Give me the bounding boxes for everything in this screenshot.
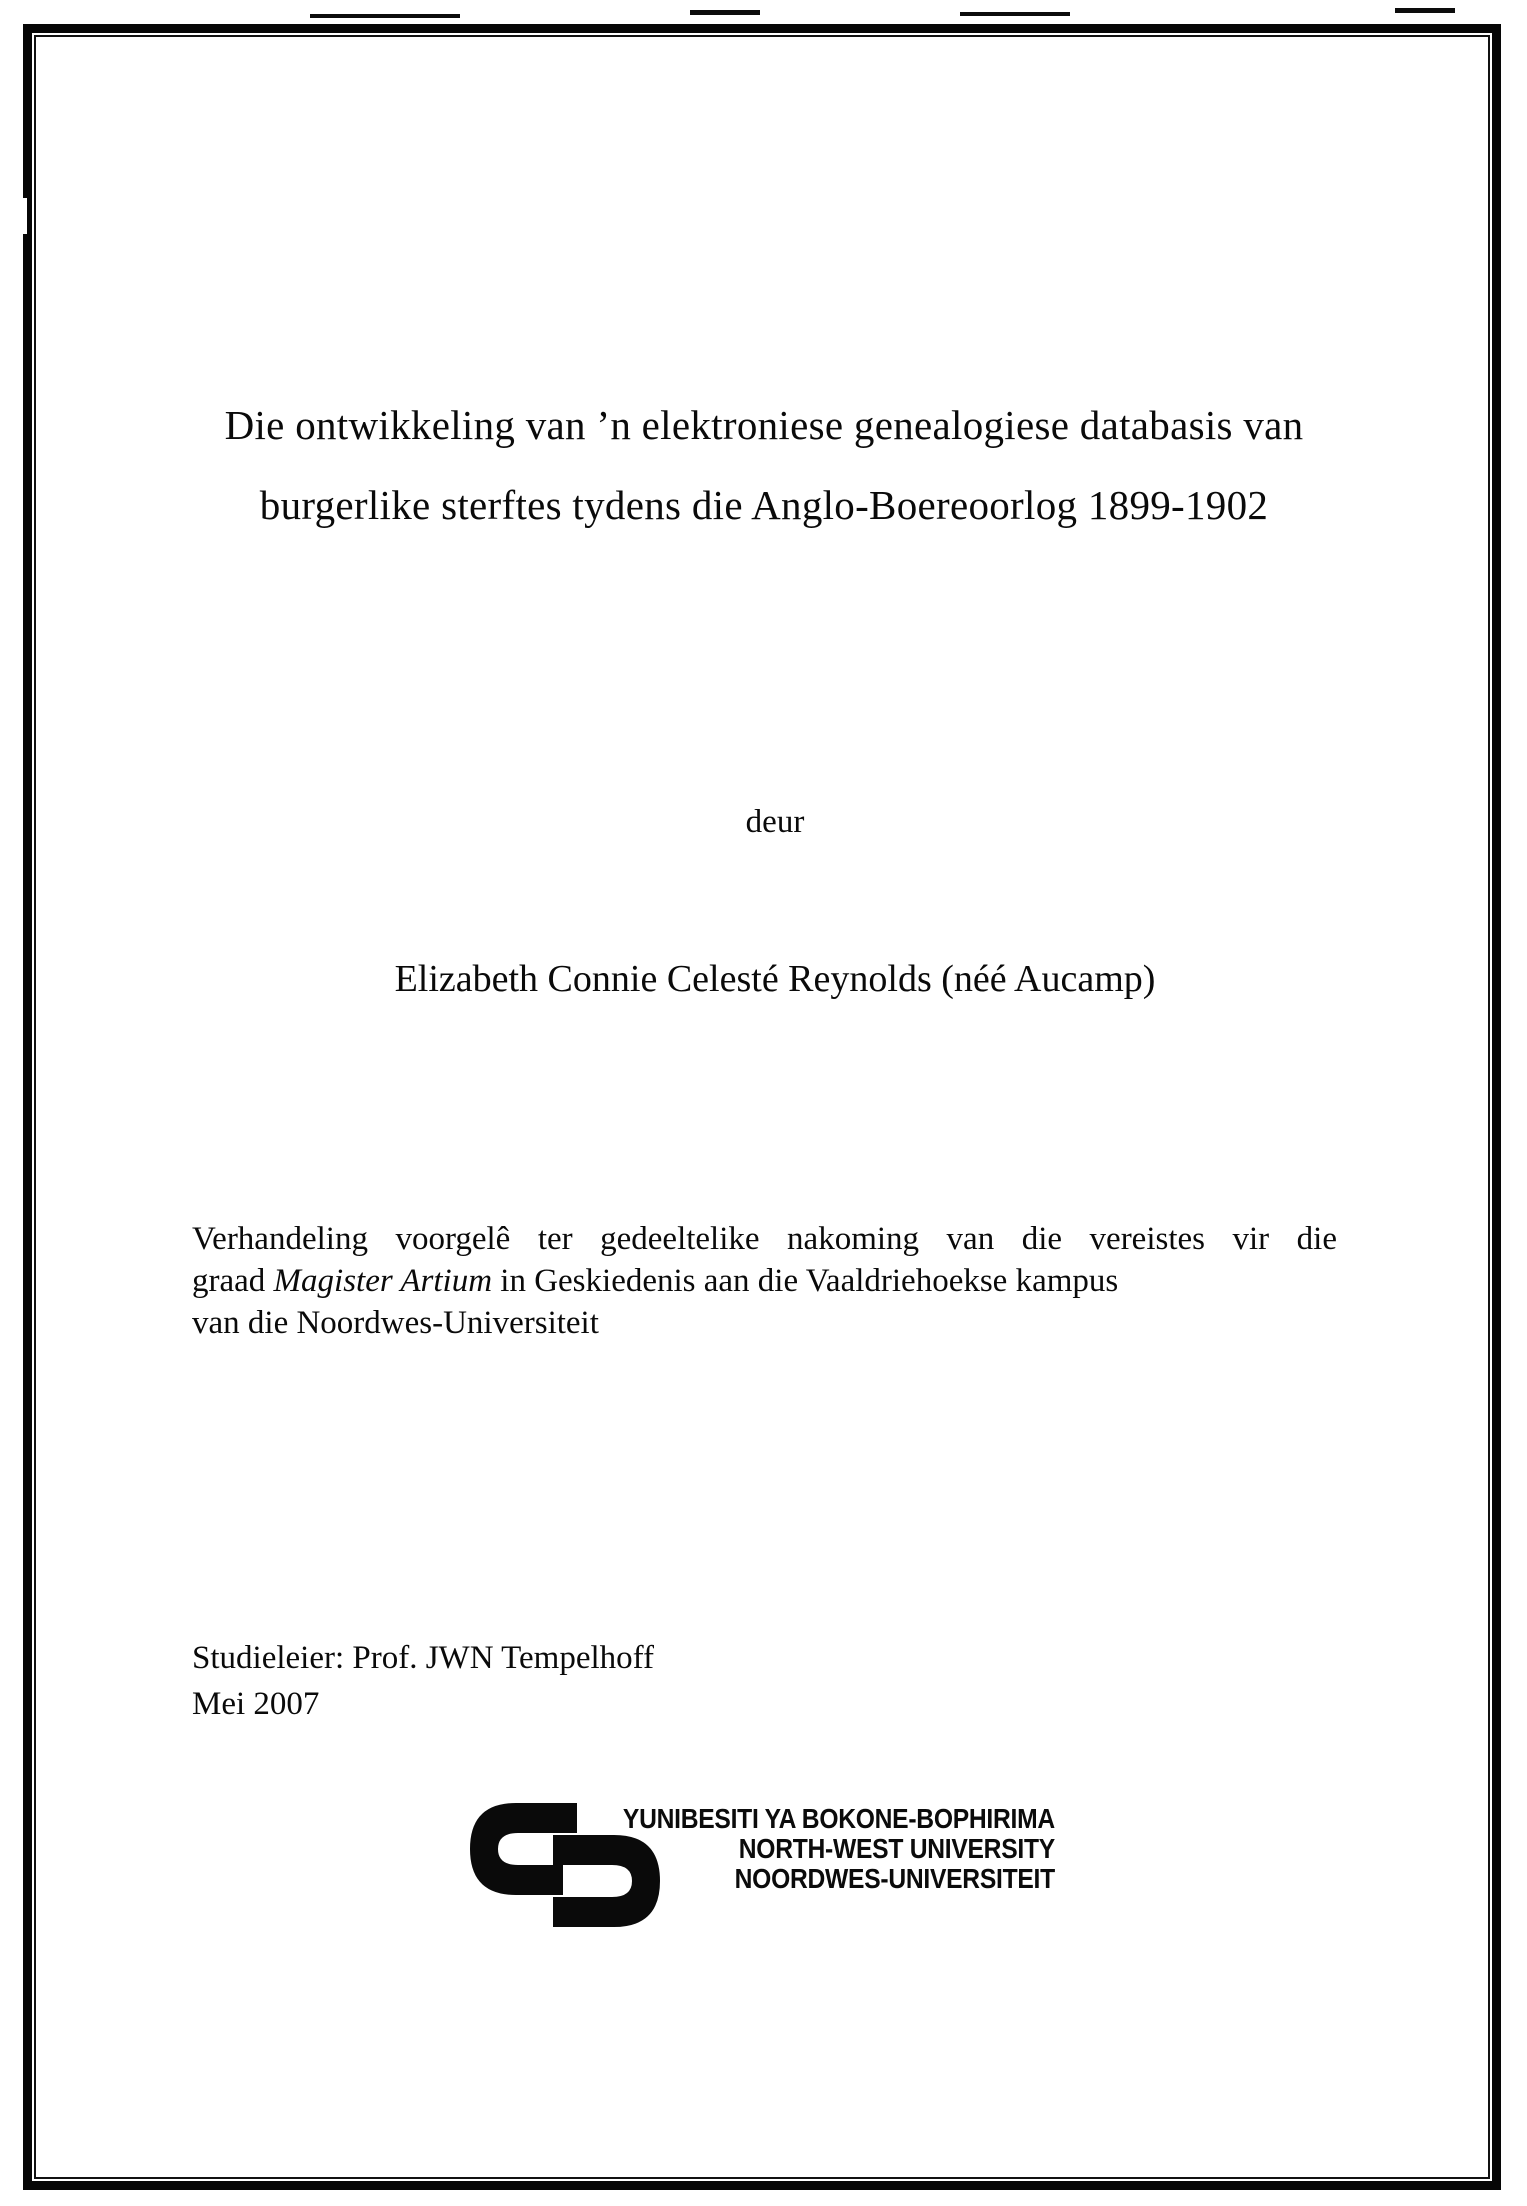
nwu-logo-line2: NORTH-WEST UNIVERSITY [738, 1833, 1055, 1864]
degree-statement [192, 1218, 1337, 1344]
nwu-logo-line3: NOORDWES-UNIVERSITEIT [734, 1863, 1055, 1894]
degree-statement-line3: van die Noordwes-Universiteit [192, 1305, 599, 1341]
supervisor-line: Studieleier: Prof. JWN Tempelhoff [192, 1640, 655, 1676]
degree-name: Magister Artium [273, 1263, 493, 1299]
scan-artifact [690, 10, 760, 15]
date-line: Mei 2007 [192, 1686, 320, 1722]
supervisor-block [192, 1635, 1092, 1727]
thesis-title [144, 385, 1384, 545]
nwu-logo-wordmark [623, 1804, 1055, 1894]
thesis-title-line1: Die ontwikkeling van ’n elektroniese genealogiese databasis van [224, 402, 1304, 448]
nwu-logo-line1: YUNIBESITI YA BOKONE-BOPHIRIMA [622, 1803, 1055, 1834]
degree-statement-line2-post: in Geskiedenis aan die Vaaldriehoekse kampus [492, 1263, 1119, 1299]
byline: deur [745, 804, 805, 840]
author-name: Elizabeth Connie Celesté Reynolds (néé Aucamp) [394, 958, 1156, 1000]
scan-artifact [310, 14, 460, 18]
degree-statement-line2 [192, 1260, 1337, 1302]
thesis-title-line2: burgerlike sterftes tydens die Anglo-Boereoorlog 1899-1902 [259, 482, 1269, 528]
degree-statement-line1: Verhandeling voorgelê ter gedeeltelike nakoming van die vereistes vir die [192, 1221, 1337, 1257]
scan-artifact [20, 198, 27, 234]
scan-artifact [960, 12, 1070, 16]
degree-statement-line2-pre: graad [192, 1263, 274, 1299]
scan-artifact [1395, 8, 1455, 13]
